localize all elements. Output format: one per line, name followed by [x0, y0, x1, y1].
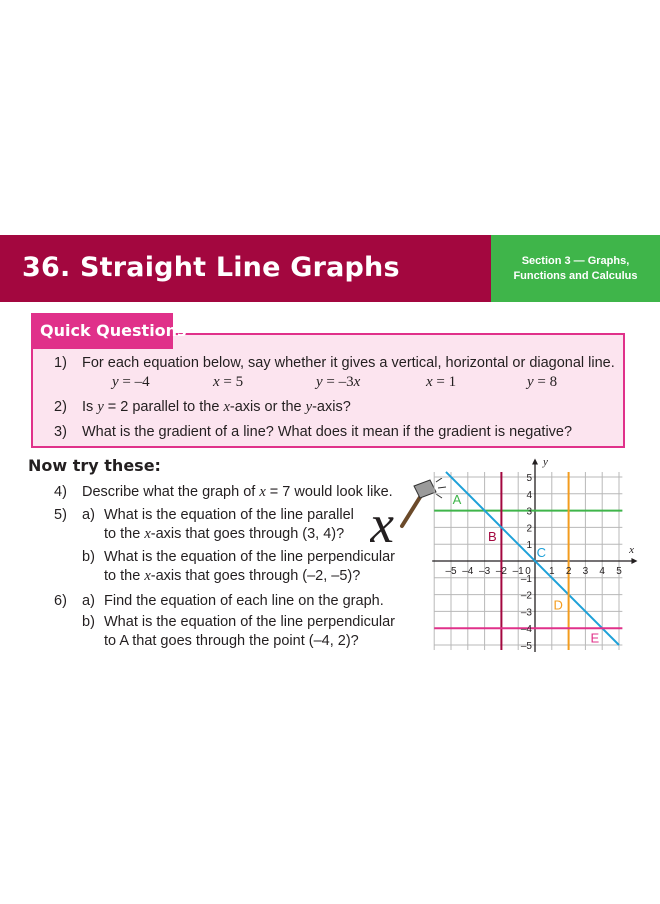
- question-3-number: 3): [54, 424, 67, 440]
- y-tick-label: 4: [526, 489, 532, 501]
- x-tick-label: –2: [495, 566, 507, 577]
- y-tick-label: 2: [526, 523, 532, 535]
- question-5-number: 5): [54, 507, 67, 523]
- x-tick-label: 0: [525, 566, 531, 577]
- x-axis-label: x: [629, 544, 634, 556]
- equation-2: x = 5: [213, 374, 244, 390]
- y-axis-arrow: [532, 459, 538, 465]
- question-4-text: Describe what the graph of x = 7 would look like.: [82, 484, 393, 500]
- x-tick-label: –1: [512, 566, 524, 577]
- line-label-b: B: [487, 528, 497, 544]
- line-label-a: A: [452, 491, 462, 507]
- equation-1: y = –4: [112, 374, 150, 390]
- question-5b-line2: to the x-axis that goes through (–2, –5)?: [104, 568, 361, 584]
- question-5b-label: b): [82, 549, 95, 565]
- question-2-number: 2): [54, 399, 67, 415]
- question-5a-line2: to the x-axis that goes through (3, 4)?: [104, 526, 345, 542]
- now-try-heading: Now try these:: [28, 456, 161, 475]
- line-c: [446, 472, 619, 645]
- x-tick-label: 1: [549, 566, 555, 577]
- question-6b-line2: to A that goes through the point (–4, 2)?: [104, 633, 359, 649]
- question-3-text: What is the gradient of a line? What does it mean if the gradient is negative?: [82, 424, 573, 440]
- x-tick-label: 4: [599, 566, 605, 577]
- line-label-c: C: [536, 544, 547, 560]
- x-tick-label: 3: [582, 566, 589, 577]
- y-tick-label: 5: [526, 473, 532, 484]
- question-5a-label: a): [82, 507, 95, 523]
- question-2-text: Is y = 2 parallel to the x-axis or the y-axis?: [82, 399, 351, 415]
- x-tick-label: 5: [616, 566, 622, 577]
- graph-axes: [432, 456, 637, 652]
- equation-5: y = 8: [527, 374, 558, 390]
- question-6a-label: a): [82, 593, 95, 609]
- line-label-d: D: [553, 597, 563, 613]
- question-6a-text: Find the equation of each line on the graph.: [104, 593, 384, 609]
- y-tick-label: –5: [520, 641, 532, 652]
- question-1-number: 1): [54, 355, 67, 371]
- logo-letter: x: [370, 494, 394, 548]
- equation-3: y = –3x: [316, 374, 361, 390]
- question-5b-line1: What is the equation of the line perpendicular: [104, 549, 395, 565]
- y-tick-label: 1: [526, 540, 532, 552]
- question-6-number: 6): [54, 593, 67, 609]
- question-1-text: For each equation below, say whether it gives a vertical, horizontal or diagonal line.: [82, 355, 615, 371]
- x-axis-arrow: [631, 558, 637, 564]
- equation-4: x = 1: [426, 374, 457, 390]
- y-axis-label: y: [543, 456, 548, 469]
- page-title: 36. Straight Line Graphs: [22, 252, 400, 283]
- question-6b-line1: What is the equation of the line perpendicular: [104, 614, 395, 630]
- x-tick-label: –5: [445, 566, 457, 577]
- section-label-line2: Functions and Calculus: [513, 270, 638, 282]
- y-tick-label: 3: [526, 506, 532, 518]
- x-tick-label: –3: [479, 566, 491, 577]
- question-6b-label: b): [82, 614, 95, 630]
- section-label-line1: Section 3 — Graphs,: [521, 255, 630, 267]
- x-tick-label: 2: [565, 566, 572, 577]
- y-tick-label: –3: [520, 607, 532, 619]
- graph-tick-labels: [445, 473, 622, 652]
- quick-questions-heading: Quick Questions: [31, 313, 173, 349]
- x-tick-label: –4: [462, 566, 474, 577]
- y-tick-label: –4: [520, 624, 532, 636]
- question-4-number: 4): [54, 484, 67, 500]
- line-label-e: E: [590, 630, 600, 646]
- y-tick-label: –2: [520, 590, 532, 602]
- question-5a-line1: What is the equation of the line parallel: [104, 507, 354, 523]
- y-tick-label: –1: [520, 573, 532, 585]
